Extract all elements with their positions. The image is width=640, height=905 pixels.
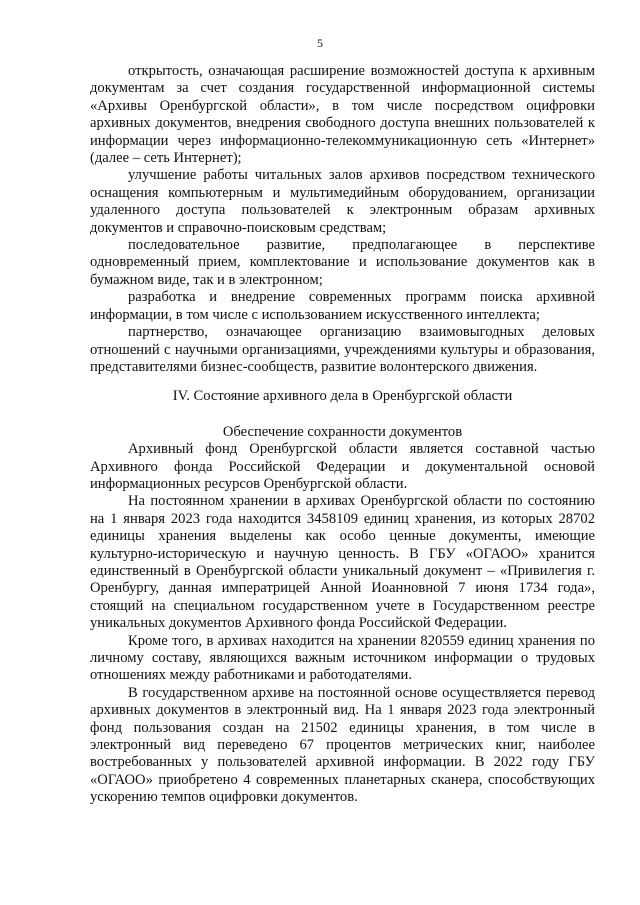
paragraph-archive-fund: Архивный фонд Оренбургской области является составной частью Архивного фонда Российской Федерации и документальной основой информационных ресурсов Оренбургской области. — [90, 441, 595, 492]
sub-heading: Обеспечение сохранности документов — [222, 423, 463, 440]
document-body — [90, 63, 595, 807]
section-heading: IV. Состояние архивного дела в Оренбургской области — [172, 388, 513, 405]
paragraph-personnel-records: Кроме того, в архивах находится на хранении 820559 единиц хранения по личному составу, являющихся важным источником информации о трудовых отношениях между работниками и работодателями. — [90, 632, 595, 684]
page-number: 5 — [317, 36, 323, 50]
principle-consistent-development: последовательное развитие, предполагающее в перспективе одновременный прием, комплектование и использование документов как в бумажном виде, так и в электронном; — [90, 237, 595, 288]
principle-partnership: партнерство, означающее организацию взаимовыгодных деловых отношений с научными организациями, учреждениями культуры и образования, представителями бизнес-сообществ, развитие волонтерского движения. — [90, 324, 595, 375]
principle-search-software: разработка и внедрение современных программ поиска архивной информации, в том числе с использованием искусственного интеллекта; — [90, 289, 595, 323]
paragraph-permanent-storage: На постоянном хранении в архивах Оренбургской области по состоянию на 1 января 2023 года находится 3458109 единиц хранения, из которых 28702 единицы хранения выделены как особо ценные документы, имеющие культурно-историческую и научную ценность. В ГБУ «ОГАОО» хранится единственный в Оренбургской области уникальный документ – «Привилегия г. Оренбургу, данная императрицей Анной Иоанновной 7 июня 1734 года», стоящий на специальном государственном учете в Государственном реестре уникальных документов Архивного фонда Российской Федерации. — [90, 493, 595, 632]
principle-openness: открытость, означающая расширение возможностей доступа к архивным документам за счет создания государственной информационной системы «Архивы Оренбургской области», в том числе посредством оцифровки архивных документов, внедрения свободного доступа внешних пользователей к информации через информационно-телекоммуникационную сеть «Интернет» (далее – сеть Интернет); — [90, 63, 595, 167]
paragraph-digitization: В государственном архиве на постоянной основе осуществляется перевод архивных документов в электронный вид. На 1 января 2023 года электронный фонд пользования создан на 21502 единицы хранения, в том числе в электронный вид переведено 67 процентов метрических книг, наиболее востребованных у пользователей архивной информации. В 2022 году ГБУ «ОГАОО» приобретено 4 современных планетарных сканера, способствующих ускорению темпов оцифровки документов. — [90, 684, 595, 806]
principle-reading-rooms: улучшение работы читальных залов архивов посредством технического оснащения компьютерным и мультимедийным оборудованием, организации удаленного доступа пользователей к электронным образам архивных документов и справочно-поисковым средствам; — [90, 167, 595, 236]
